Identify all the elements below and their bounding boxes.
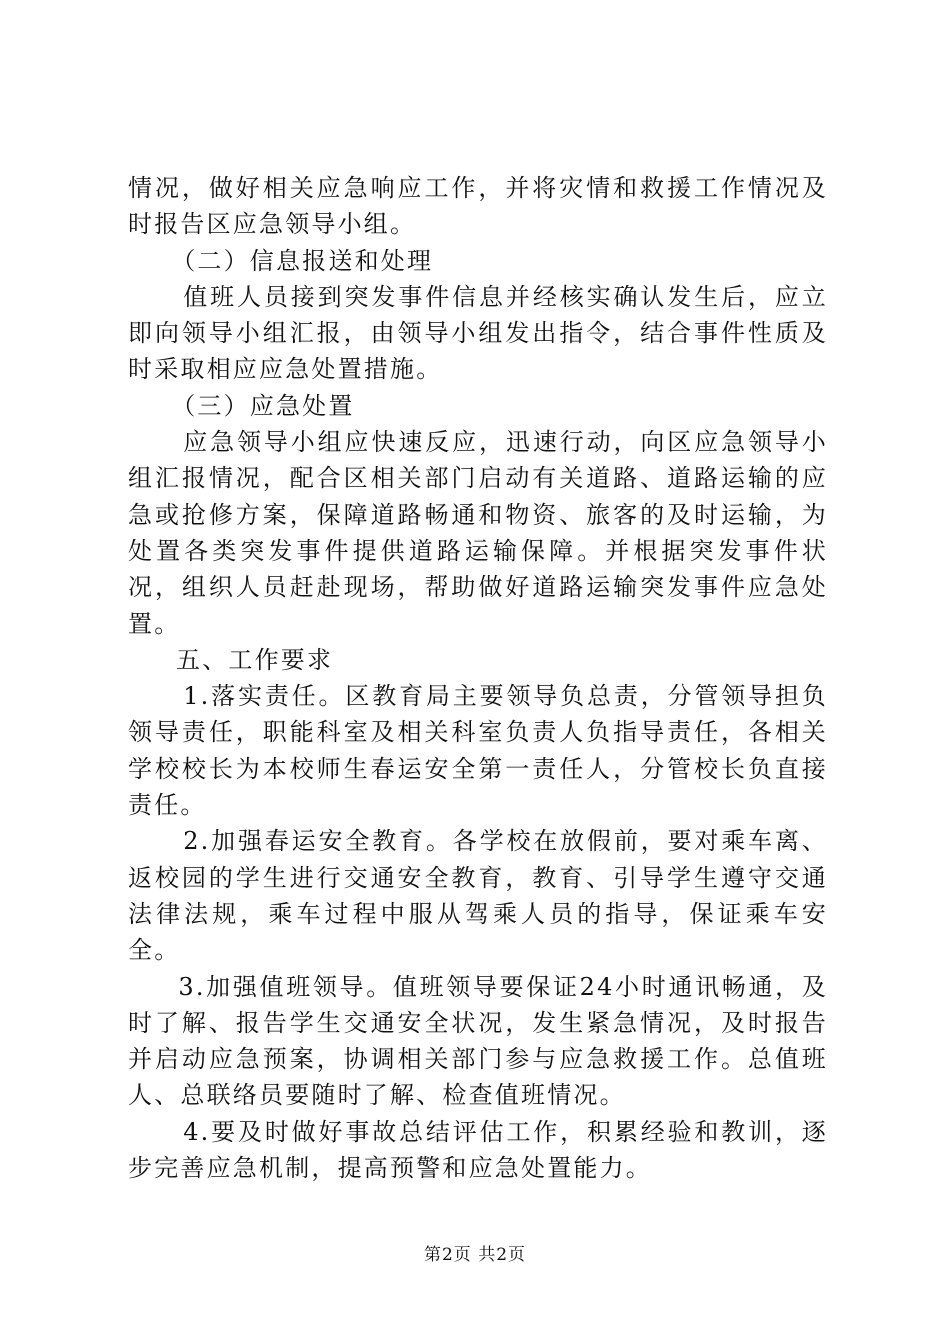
paragraph-info-reporting: 值班人员接到突发事件信息并经核实确认发生后，应立即向领导小组汇报，由领导小组发出指令，结合事件性质及时采取相应应急处置措施。 <box>128 282 828 384</box>
paragraph-emergency-handling: 应急领导小组应快速反应，迅速行动，向区应急领导小组汇报情况，配合区相关部门启动有关道路、道路运输的应急或抢修方案，保障道路畅通和物资、旅客的及时运输，为处置各类突发事件提供道路运输保障。并根据突发事件状况，组织人员赶赴现场，帮助做好道路运输突发事件应急处置。 <box>128 428 828 638</box>
document-body <box>128 170 828 1186</box>
section-heading-emergency-handling: （三）应急处置 <box>171 391 355 420</box>
paragraph-requirement-4: 4.要及时做好事故总结评估工作，积累经验和教训，逐步完善应急机制，提高预警和应急处置能力。 <box>128 1117 828 1183</box>
section-heading-work-requirements: 五、工作要求 <box>176 645 334 674</box>
paragraph-requirement-1: 1.落实责任。区教育局主要领导负总责，分管领导担负领导责任，职能科室及相关科室负责人负指导责任，各相关学校校长为本校师生春运安全第一责任人，分管校长负直接责任。 <box>128 682 828 820</box>
paragraph-requirement-3: 3.加强值班领导。值班领导要保证24小时通讯畅通，及时了解、报告学生交通安全状况，发生紧急情况，及时报告并启动应急预案，协调相关部门参与应急救援工作。总值班人、总联络员要随时了解、检查值班情况。 <box>128 972 828 1110</box>
page-number-footer: 第2页 共2页 <box>423 1245 527 1265</box>
section-heading-info-reporting: （二）信息报送和处理 <box>171 246 434 275</box>
paragraph-continuation: 情况，做好相关应急响应工作，并将灾情和救援工作情况及时报告区应急领导小组。 <box>128 174 828 239</box>
paragraph-requirement-2: 2.加强春运安全教育。各学校在放假前，要对乘车离、返校园的学生进行交通安全教育，教育、引导学生遵守交通法律法规，乘车过程中服从驾乘人员的指导，保证乘车安全。 <box>128 827 828 965</box>
